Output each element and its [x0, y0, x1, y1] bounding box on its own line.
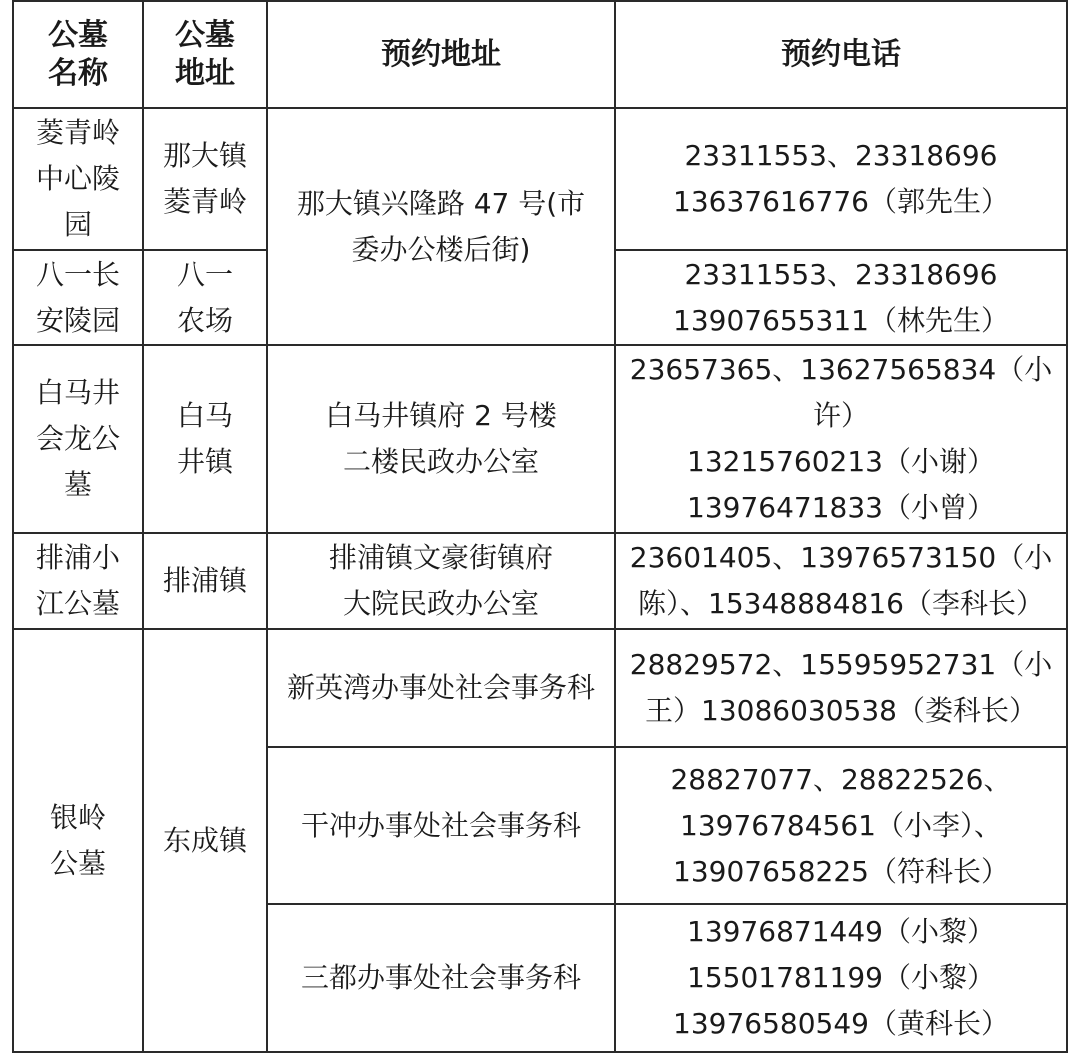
header-booking-address: 预约地址 — [267, 1, 615, 108]
table-row — [13, 533, 1067, 629]
booking-phone-cell: 23601405、13976573150（小 陈）、15348884816（李科长） — [615, 533, 1067, 629]
cemetery-name-cell: 菱青岭 中心陵 园 — [13, 108, 143, 250]
cemetery-name-cell: 银岭 公墓 — [13, 629, 143, 1052]
cemetery-address-cell: 排浦镇 — [143, 533, 267, 629]
cemetery-address-cell: 东成镇 — [143, 629, 267, 1052]
booking-address-cell: 那大镇兴隆路 47 号(市 委办公楼后街) — [267, 108, 615, 345]
header-booking-phone: 预约电话 — [615, 1, 1067, 108]
cemetery-name-cell: 白马井 会龙公 墓 — [13, 345, 143, 533]
booking-address-cell: 排浦镇文豪街镇府 大院民政办公室 — [267, 533, 615, 629]
cemetery-name-cell: 排浦小 江公墓 — [13, 533, 143, 629]
header-row — [13, 1, 1067, 108]
cemetery-address-cell: 八一 农场 — [143, 250, 267, 345]
booking-address-cell: 白马井镇府 2 号楼 二楼民政办公室 — [267, 345, 615, 533]
cemetery-address-cell: 白马 井镇 — [143, 345, 267, 533]
booking-address-cell: 新英湾办事处社会事务科 — [267, 629, 615, 747]
cemetery-name-cell: 八一长 安陵园 — [13, 250, 143, 345]
booking-phone-cell: 23311553、23318696 13907655311（林先生） — [615, 250, 1067, 345]
table-row — [13, 108, 1067, 250]
booking-phone-cell: 23657365、13627565834（小 许） 13215760213（小谢） 13976471833（小曾） — [615, 345, 1067, 533]
booking-address-cell: 干冲办事处社会事务科 — [267, 747, 615, 904]
booking-address-cell: 三都办事处社会事务科 — [267, 904, 615, 1052]
table-row — [13, 345, 1067, 533]
header-cemetery-name: 公墓 名称 — [13, 1, 143, 108]
cemetery-address-cell: 那大镇 菱青岭 — [143, 108, 267, 250]
cemetery-booking-table — [12, 0, 1068, 1053]
booking-phone-cell: 28829572、15595952731（小 王）13086030538（娄科长） — [615, 629, 1067, 747]
booking-phone-cell: 13976871449（小黎） 15501781199（小黎） 13976580549（黄科长） — [615, 904, 1067, 1052]
booking-phone-cell: 23311553、23318696 13637616776（郭先生） — [615, 108, 1067, 250]
table-row — [13, 629, 1067, 747]
booking-phone-cell: 28827077、28822526、 13976784561（小李）、 13907658225（符科长） — [615, 747, 1067, 904]
header-cemetery-address: 公墓 地址 — [143, 1, 267, 108]
